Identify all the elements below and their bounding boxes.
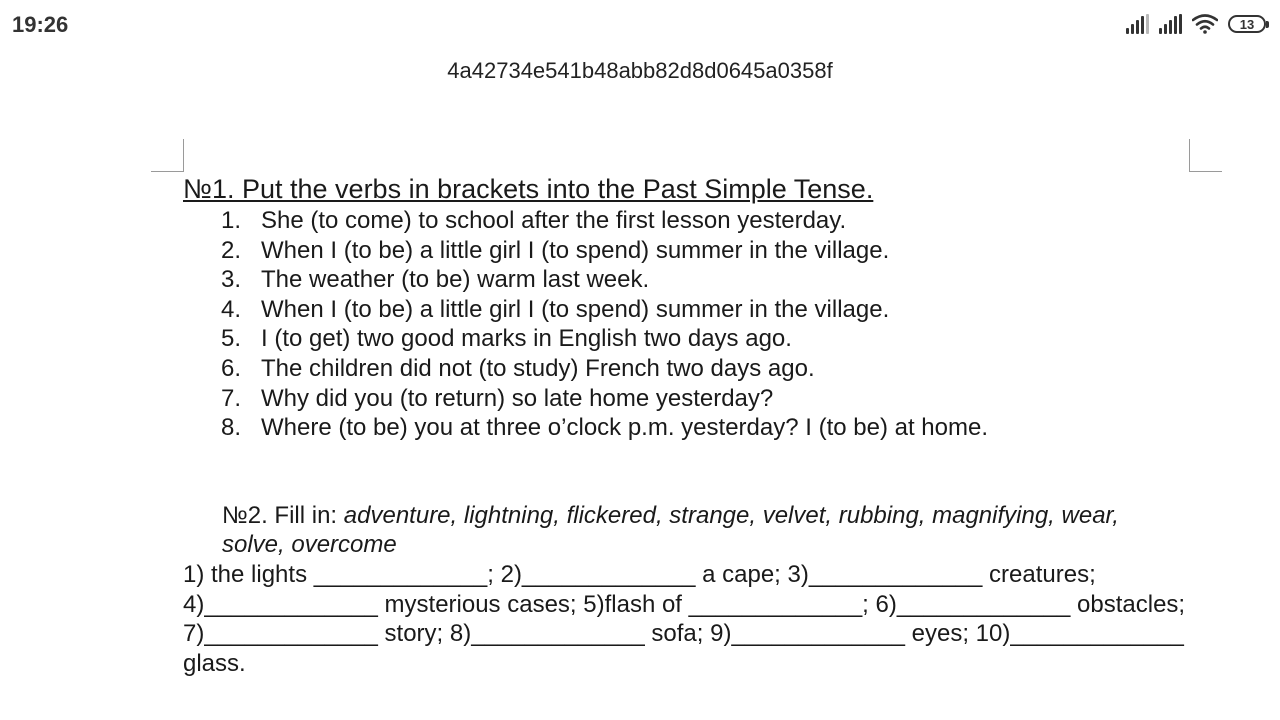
exercise1-list [183, 206, 1193, 443]
list-item: 4. When I (to be) a little girl I (to spend) summer in the village. [221, 295, 890, 323]
exercise2-line: 7)_____________ story; 8)_____________ sofa; 9)_____________ eyes; 10)_____________ [183, 620, 1184, 648]
exercise2-heading [183, 501, 1193, 560]
exercise2-word-bank-2: solve, overcome [222, 531, 397, 559]
list-item: 6. The children did not (to study) French two days ago. [221, 354, 815, 382]
exercise2-heading-line1 [222, 501, 1193, 531]
battery-level: 13 [1239, 16, 1255, 32]
list-item: 5. I (to get) two good marks in English two days ago. [221, 325, 792, 353]
document-filename: 4a42734e541b48abb82d8d0645a0358f [447, 58, 833, 83]
exercise2-body [183, 560, 1193, 679]
exercise2-line: 1) the lights _____________; 2)_____________ a cape; 3)_____________ creatures; [183, 560, 1096, 588]
exercise2-word-bank-1: adventure, lightning, flickered, strange, velvet, rubbing, magnifying, wear, [343, 501, 1119, 529]
signal-icon [1126, 14, 1149, 34]
wifi-icon [1192, 14, 1218, 34]
page-content [183, 172, 1193, 679]
list-item: 2. When I (to be) a little girl I (to spend) summer in the village. [221, 236, 890, 264]
page-corner-mark-right [1189, 139, 1222, 172]
exercise1-title: №1. Put the verbs in brackets into the Past Simple Tense. [183, 174, 874, 204]
exercise2-line: 4)_____________ mysterious cases; 5)flash of _____________; 6)_____________ obstacles; [183, 590, 1186, 618]
list-item: 7. Why did you (to return) so late home yesterday? [221, 384, 774, 412]
list-item: 1. She (to come) to school after the first lesson yesterday. [221, 207, 847, 234]
list-item: 3. The weather (to be) warm last week. [221, 266, 650, 294]
exercise2-label: №2. Fill in: [222, 501, 344, 529]
exercise2-line: glass. [183, 650, 246, 678]
status-bar [0, 0, 1280, 50]
status-icons [1126, 14, 1266, 34]
battery-icon [1228, 15, 1266, 33]
list-item: 8. Where (to be) you at three o’clock p.m. yesterday? I (to be) at home. [221, 414, 988, 442]
signal-icon-2 [1159, 14, 1182, 34]
status-time: 19:26 [12, 12, 69, 37]
page-corner-mark-left [151, 139, 184, 172]
